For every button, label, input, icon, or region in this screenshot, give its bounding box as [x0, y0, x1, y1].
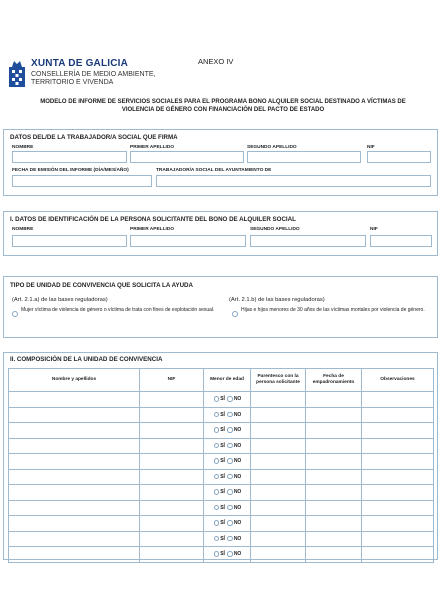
registration-date-cell[interactable] [306, 469, 362, 485]
registration-date-cell[interactable] [306, 438, 362, 454]
name-cell[interactable] [9, 407, 140, 423]
observations-cell[interactable] [362, 547, 434, 563]
header-name: Nombre y apellidos [9, 369, 140, 392]
relationship-cell[interactable] [251, 423, 306, 439]
table-row [9, 423, 434, 439]
nif-cell[interactable] [140, 500, 204, 516]
minor-yes-label: SÍ [220, 442, 225, 449]
minor-no-radio[interactable] [227, 520, 233, 526]
observations-cell[interactable] [362, 485, 434, 501]
table-row [9, 407, 434, 423]
minor-cell [204, 454, 251, 470]
applicant-name-label: NOMBRE [12, 227, 34, 232]
registration-date-cell[interactable] [306, 516, 362, 532]
minor-no-radio[interactable] [227, 536, 233, 542]
name-cell[interactable] [9, 547, 140, 563]
observations-cell[interactable] [362, 407, 434, 423]
minor-yes-label: SÍ [220, 396, 225, 403]
nif-cell[interactable] [140, 547, 204, 563]
observations-cell[interactable] [362, 516, 434, 532]
minor-no-label: NO [233, 396, 242, 403]
minor-no-label: NO [233, 442, 242, 449]
annex-label: ANEXO IV [198, 57, 234, 66]
observations-cell[interactable] [362, 454, 434, 470]
table-row [9, 438, 434, 454]
table-row [9, 392, 434, 408]
minor-no-radio[interactable] [227, 458, 233, 464]
worker-surname2-field[interactable] [247, 151, 361, 163]
nif-cell[interactable] [140, 516, 204, 532]
registration-date-cell[interactable] [306, 531, 362, 547]
registration-date-cell[interactable] [306, 423, 362, 439]
observations-cell[interactable] [362, 392, 434, 408]
relationship-cell[interactable] [251, 531, 306, 547]
table-row [9, 547, 434, 563]
applicant-section-title: I. DATOS DE IDENTIFICACIÓN DE LA PERSONA SOLICITANTE DEL BONO DE ALQUILER SOCIAL [10, 216, 296, 223]
unit-type-section-title: TIPO DE UNIDAD DE CONVIVENCIA QUE SOLICITA LA AYUDA [10, 282, 193, 289]
minor-no-radio[interactable] [227, 427, 233, 433]
minor-yes-radio[interactable] [214, 505, 220, 511]
observations-cell[interactable] [362, 531, 434, 547]
worker-surname1-label: PRIMER APELLIDO [130, 145, 175, 150]
table-row [9, 500, 434, 516]
minor-no-label: NO [233, 504, 242, 511]
relationship-cell[interactable] [251, 392, 306, 408]
worker-surname1-field[interactable] [130, 151, 244, 163]
xunta-shield-logo-icon [6, 58, 28, 90]
name-cell[interactable] [9, 454, 140, 470]
table-row [9, 516, 434, 532]
minor-cell [204, 500, 251, 516]
name-cell[interactable] [9, 485, 140, 501]
relationship-cell[interactable] [251, 469, 306, 485]
composition-header-row [9, 369, 434, 392]
applicant-surname2-label: SEGUNDO APELLIDO [250, 227, 300, 232]
unit-type-ref-a: (Art. 2.1.a) de las bases reguladoras) [12, 297, 108, 303]
relationship-cell[interactable] [251, 500, 306, 516]
nif-cell[interactable] [140, 454, 204, 470]
option-a-label: Mujer víctima de violencia de género o víctima de trata con fines de explotación sexual. [21, 307, 215, 313]
minor-cell [204, 392, 251, 408]
org-subtitle-line-1: CONSELLERÍA DE MEDIO AMBIENTE, [31, 71, 156, 78]
minor-cell [204, 407, 251, 423]
relationship-cell[interactable] [251, 454, 306, 470]
applicant-surname1-label: PRIMER APELLIDO [130, 227, 175, 232]
minor-yes-radio[interactable] [214, 396, 220, 402]
minor-yes-radio[interactable] [214, 427, 220, 433]
header-minor: Menor de edad [204, 369, 251, 392]
composition-table [8, 368, 434, 563]
table-row [9, 469, 434, 485]
nif-cell[interactable] [140, 485, 204, 501]
name-cell[interactable] [9, 531, 140, 547]
option-b-label: Hijas e hijos menores de 30 años de las víctimas mortales por violencia de género. [241, 307, 425, 313]
minor-no-label: NO [233, 551, 242, 558]
registration-date-cell[interactable] [306, 547, 362, 563]
minor-yes-radio[interactable] [214, 520, 220, 526]
minor-yes-radio[interactable] [214, 474, 220, 480]
applicant-name-field[interactable] [12, 235, 127, 247]
registration-date-cell[interactable] [306, 485, 362, 501]
minor-cell [204, 438, 251, 454]
minor-no-radio[interactable] [227, 443, 233, 449]
minor-yes-radio[interactable] [214, 412, 220, 418]
name-cell[interactable] [9, 469, 140, 485]
document-title-line-2: VIOLENCIA DE GÉNERO CON FINANCIACIÓN DEL PACTO DE ESTADO [121, 107, 325, 113]
minor-cell [204, 516, 251, 532]
minor-yes-label: SÍ [220, 535, 225, 542]
report-date-label: FECHA DE EMISIÓN DEL INFORME (DÍA/MES/AÑO) [12, 168, 129, 173]
minor-no-radio[interactable] [227, 396, 233, 402]
applicant-section [3, 211, 438, 256]
registration-date-cell[interactable] [306, 454, 362, 470]
minor-yes-radio[interactable] [214, 489, 220, 495]
minor-no-label: NO [233, 473, 242, 480]
nif-cell[interactable] [140, 423, 204, 439]
minor-yes-label: SÍ [220, 520, 225, 527]
name-cell[interactable] [9, 438, 140, 454]
name-cell[interactable] [9, 516, 140, 532]
name-cell[interactable] [9, 392, 140, 408]
relationship-cell[interactable] [251, 547, 306, 563]
relationship-cell[interactable] [251, 407, 306, 423]
applicant-surname1-field[interactable] [130, 235, 246, 247]
nif-cell[interactable] [140, 392, 204, 408]
applicant-nif-field[interactable] [370, 235, 432, 247]
nif-cell[interactable] [140, 531, 204, 547]
worker-surname2-label: SEGUNDO APELLIDO [247, 145, 297, 150]
registration-date-cell[interactable] [306, 500, 362, 516]
unit-type-ref-b: (Art. 2.1.b) de las bases reguladoras) [229, 297, 325, 303]
minor-no-label: NO [233, 520, 242, 527]
worker-section-title: DATOS DEL/DE LA TRABAJADOR/A SOCIAL QUE FIRMA [10, 134, 178, 141]
minor-yes-radio[interactable] [214, 536, 220, 542]
worker-council-field[interactable] [156, 175, 431, 187]
relationship-cell[interactable] [251, 516, 306, 532]
minor-no-label: NO [233, 458, 242, 465]
table-row [9, 485, 434, 501]
minor-yes-label: SÍ [220, 551, 225, 558]
report-date-field[interactable] [12, 175, 152, 187]
registration-date-cell[interactable] [306, 392, 362, 408]
minor-yes-radio[interactable] [214, 443, 220, 449]
relationship-cell[interactable] [251, 485, 306, 501]
minor-no-label: NO [233, 427, 242, 434]
minor-no-radio[interactable] [227, 551, 233, 557]
worker-section [3, 129, 438, 196]
name-cell[interactable] [9, 500, 140, 516]
nif-cell[interactable] [140, 407, 204, 423]
header-relationship: Parentesco con la persona solicitante [251, 369, 306, 392]
minor-yes-label: SÍ [220, 411, 225, 418]
minor-no-label: NO [233, 489, 242, 496]
unit-type-option-b[interactable] [241, 307, 436, 314]
minor-yes-label: SÍ [220, 504, 225, 511]
minor-cell [204, 423, 251, 439]
observations-cell[interactable] [362, 500, 434, 516]
nif-cell[interactable] [140, 469, 204, 485]
minor-yes-label: SÍ [220, 427, 225, 434]
option-a-radio[interactable] [12, 311, 18, 317]
minor-no-radio[interactable] [227, 412, 233, 418]
org-subtitle-line-2: TERRITORIO E VIVENDA [31, 79, 114, 86]
minor-yes-label: SÍ [220, 473, 225, 480]
minor-no-radio[interactable] [227, 505, 233, 511]
worker-nif-field[interactable] [367, 151, 431, 163]
minor-cell [204, 547, 251, 563]
worker-name-field[interactable] [12, 151, 127, 163]
option-b-radio[interactable] [232, 311, 238, 317]
worker-council-label: TRABAJADOR/A SOCIAL DEL AYUNTAMIENTO DE [156, 168, 272, 173]
document-title [18, 98, 428, 114]
header-nif: NIF [140, 369, 204, 392]
minor-cell [204, 469, 251, 485]
minor-yes-radio[interactable] [214, 551, 220, 557]
minor-no-label: NO [233, 535, 242, 542]
composition-section-title: II. COMPOSICIÓN DE LA UNIDAD DE CONVIVENCIA [10, 356, 163, 363]
table-row [9, 454, 434, 470]
org-name: XUNTA DE GALICIA [31, 58, 129, 69]
minor-cell [204, 485, 251, 501]
nif-cell[interactable] [140, 438, 204, 454]
header-registration-date: Fecha de empadronamiento [306, 369, 362, 392]
minor-yes-label: SÍ [220, 489, 225, 496]
name-cell[interactable] [9, 423, 140, 439]
observations-cell[interactable] [362, 438, 434, 454]
applicant-surname2-field[interactable] [250, 235, 366, 247]
org-subtitle [31, 71, 155, 87]
minor-yes-label: SÍ [220, 458, 225, 465]
minor-no-radio[interactable] [227, 474, 233, 480]
minor-no-radio[interactable] [227, 489, 233, 495]
applicant-nif-label: NIF [370, 227, 378, 232]
minor-yes-radio[interactable] [214, 458, 220, 464]
observations-cell[interactable] [362, 423, 434, 439]
observations-cell[interactable] [362, 469, 434, 485]
unit-type-option-a[interactable] [21, 307, 226, 314]
worker-name-label: NOMBRE [12, 145, 34, 150]
minor-no-label: NO [233, 411, 242, 418]
unit-type-section [3, 276, 438, 338]
document-title-line-1: MODELO DE INFORME DE SERVICIOS SOCIALES PARA EL PROGRAMA BONO ALQUILER SOCIAL DESTINADO A VÍCTIMAS DE [40, 99, 406, 105]
table-row [9, 531, 434, 547]
minor-cell [204, 531, 251, 547]
relationship-cell[interactable] [251, 438, 306, 454]
registration-date-cell[interactable] [306, 407, 362, 423]
header-observations: Observaciones [362, 369, 434, 392]
worker-nif-label: NIF [367, 145, 375, 150]
